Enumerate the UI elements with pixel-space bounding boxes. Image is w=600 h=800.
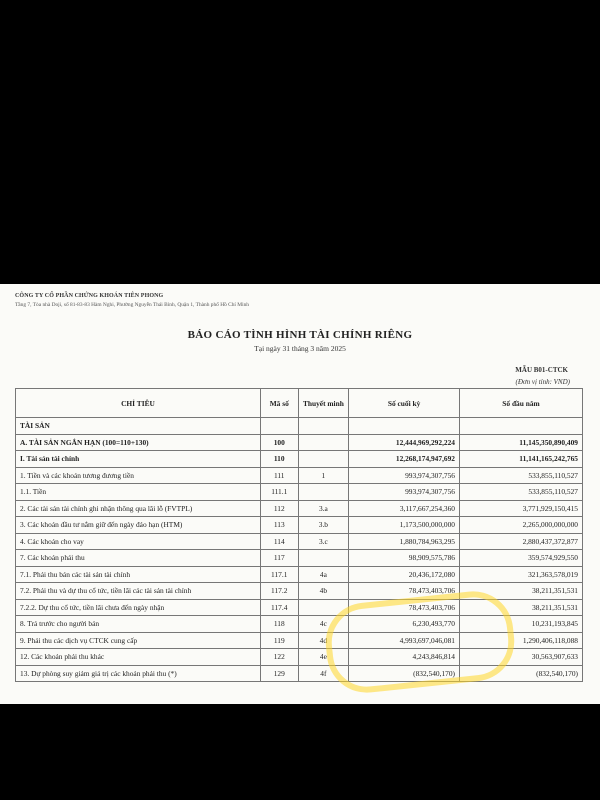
cell-code: 117 — [260, 550, 298, 567]
cell-begin-balance: 38,211,351,531 — [460, 599, 583, 616]
balance-sheet-table — [15, 388, 583, 682]
cell-item: 1.1. Tiền — [16, 484, 261, 501]
cell-item: I. Tài sản tài chính — [16, 451, 261, 468]
cell-note — [298, 599, 349, 616]
cell-end-balance: 12,444,969,292,224 — [349, 434, 460, 451]
cell-item: 7.1. Phải thu bán các tài sản tài chính — [16, 566, 261, 583]
cell-begin-balance: 11,141,165,242,765 — [460, 451, 583, 468]
cell-end-balance: 1,173,500,000,000 — [349, 517, 460, 534]
table-row — [16, 550, 583, 567]
cell-code — [260, 418, 298, 435]
cell-end-balance: 78,473,403,706 — [349, 583, 460, 600]
cell-code: 114 — [260, 533, 298, 550]
table-row — [16, 467, 583, 484]
cell-item: 9. Phải thu các dịch vụ CTCK cung cấp — [16, 632, 261, 649]
cell-begin-balance: 2,265,000,000,000 — [460, 517, 583, 534]
table-row — [16, 484, 583, 501]
cell-item: 12. Các khoản phải thu khác — [16, 649, 261, 666]
header-code: Mã số — [260, 389, 298, 418]
cell-note — [298, 484, 349, 501]
table-row — [16, 434, 583, 451]
cell-begin-balance: 359,574,929,550 — [460, 550, 583, 567]
cell-begin-balance: 30,563,907,633 — [460, 649, 583, 666]
cell-begin-balance: 38,211,351,531 — [460, 583, 583, 600]
cell-begin-balance: 11,145,350,890,409 — [460, 434, 583, 451]
cell-note: 4d — [298, 632, 349, 649]
cell-end-balance: 12,268,174,947,692 — [349, 451, 460, 468]
cell-begin-balance: 10,231,193,845 — [460, 616, 583, 633]
cell-item: TÀI SẢN — [16, 418, 261, 435]
cell-code: 117.2 — [260, 583, 298, 600]
table-row — [16, 500, 583, 517]
table-row — [16, 599, 583, 616]
cell-begin-balance: (832,540,170) — [460, 665, 583, 682]
cell-code: 122 — [260, 649, 298, 666]
cell-note — [298, 418, 349, 435]
cell-note — [298, 451, 349, 468]
header-note: Thuyết minh — [298, 389, 349, 418]
company-name: CÔNG TY CỔ PHẦN CHỨNG KHOÁN TIÊN PHONG — [15, 293, 164, 299]
cell-end-balance: 98,909,575,786 — [349, 550, 460, 567]
cell-item: 2. Các tài sản tài chính ghi nhận thông qua lãi lỗ (FVTPL) — [16, 500, 261, 517]
cell-item: 8. Trả trước cho người bán — [16, 616, 261, 633]
cell-code: 100 — [260, 434, 298, 451]
header-begin-balance: Số đầu năm — [460, 389, 583, 418]
cell-item: 7. Các khoản phải thu — [16, 550, 261, 567]
table-row — [16, 616, 583, 633]
cell-end-balance: 993,974,307,756 — [349, 467, 460, 484]
cell-code: 111.1 — [260, 484, 298, 501]
cell-begin-balance: 533,855,110,527 — [460, 484, 583, 501]
cell-end-balance — [349, 418, 460, 435]
cell-code: 111 — [260, 467, 298, 484]
cell-item: 1. Tiền và các khoản tương đương tiền — [16, 467, 261, 484]
cell-begin-balance: 1,290,406,118,088 — [460, 632, 583, 649]
table-row — [16, 649, 583, 666]
cell-end-balance: (832,540,170) — [349, 665, 460, 682]
cell-code: 117.1 — [260, 566, 298, 583]
cell-note: 4b — [298, 583, 349, 600]
cell-item: 7.2. Phải thu và dự thu cổ tức, tiền lãi các tài sản tài chính — [16, 583, 261, 600]
table-row — [16, 583, 583, 600]
cell-note: 4f — [298, 665, 349, 682]
cell-item: 13. Dự phòng suy giảm giá trị các khoản phải thu (*) — [16, 665, 261, 682]
cell-note: 1 — [298, 467, 349, 484]
currency-unit: (Đơn vị tính: VND) — [515, 378, 570, 386]
table-header-row — [16, 389, 583, 418]
report-date: Tại ngày 31 tháng 3 năm 2025 — [254, 344, 346, 353]
cell-item: A. TÀI SẢN NGẮN HẠN (100=110+130) — [16, 434, 261, 451]
cell-note: 4a — [298, 566, 349, 583]
cell-end-balance: 993,974,307,756 — [349, 484, 460, 501]
cell-end-balance: 6,230,493,770 — [349, 616, 460, 633]
cell-note: 3.a — [298, 500, 349, 517]
table-row — [16, 451, 583, 468]
cell-item: 3. Các khoản đầu tư nắm giữ đến ngày đáo hạn (HTM) — [16, 517, 261, 534]
cell-code: 112 — [260, 500, 298, 517]
table-body — [16, 418, 583, 682]
cell-note — [298, 434, 349, 451]
cell-note: 3.b — [298, 517, 349, 534]
report-title: BÁO CÁO TÌNH HÌNH TÀI CHÍNH RIÊNG — [187, 329, 413, 341]
cell-code: 129 — [260, 665, 298, 682]
table-row — [16, 665, 583, 682]
cell-end-balance: 1,880,784,963,295 — [349, 533, 460, 550]
cell-item: 4. Các khoản cho vay — [16, 533, 261, 550]
header-item: CHỈ TIÊU — [16, 389, 261, 418]
cell-begin-balance: 533,855,110,527 — [460, 467, 583, 484]
company-address: Tầng 7, Tòa nhà Doji, số 81-83-83 Hàm Nghi, Phường Nguyễn Thái Bình, Quận 1, Thành phố Hồ Chí Minh — [15, 302, 249, 308]
table-row — [16, 517, 583, 534]
cell-note: 3.c — [298, 533, 349, 550]
cell-begin-balance — [460, 418, 583, 435]
cell-note: 4e — [298, 649, 349, 666]
cell-end-balance: 20,436,172,080 — [349, 566, 460, 583]
cell-end-balance: 4,993,697,046,081 — [349, 632, 460, 649]
cell-begin-balance: 321,363,578,019 — [460, 566, 583, 583]
cell-item: 7.2.2. Dự thu cổ tức, tiền lãi chưa đến ngày nhận — [16, 599, 261, 616]
cell-end-balance: 78,473,403,706 — [349, 599, 460, 616]
form-code: MẪU B01-CTCK — [515, 366, 568, 374]
cell-note — [298, 550, 349, 567]
table-row — [16, 533, 583, 550]
cell-begin-balance: 2,880,437,372,877 — [460, 533, 583, 550]
cell-begin-balance: 3,771,929,150,415 — [460, 500, 583, 517]
cell-note: 4c — [298, 616, 349, 633]
cell-code: 117.4 — [260, 599, 298, 616]
cell-end-balance: 4,243,846,814 — [349, 649, 460, 666]
table-row — [16, 418, 583, 435]
table-row — [16, 632, 583, 649]
cell-code: 113 — [260, 517, 298, 534]
table-row — [16, 566, 583, 583]
cell-end-balance: 3,117,667,254,360 — [349, 500, 460, 517]
cell-code: 118 — [260, 616, 298, 633]
cell-code: 119 — [260, 632, 298, 649]
header-end-balance: Số cuối kỳ — [349, 389, 460, 418]
document-page — [0, 284, 600, 704]
cell-code: 110 — [260, 451, 298, 468]
